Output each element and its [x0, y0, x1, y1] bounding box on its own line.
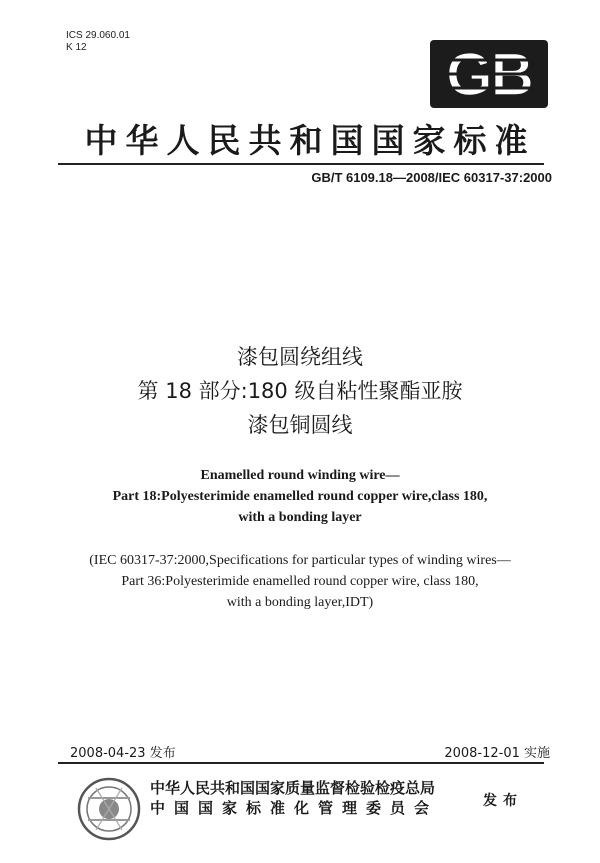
- standard-number: GB/T 6109.18—2008/IEC 60317-37:2000: [311, 170, 552, 185]
- english-title-line-3: with a bonding layer: [238, 510, 362, 525]
- chinese-title-line-2: 第 18 部分:180 级自粘性聚酯亚胺: [137, 379, 463, 403]
- official-seal-icon: [76, 776, 142, 842]
- gb-logo-text: GB: [446, 41, 532, 108]
- equivalence-statement: [0, 550, 600, 613]
- chinese-title: [0, 340, 600, 442]
- publish-label: 发布: [483, 793, 523, 809]
- issuer-line-2: 中国国家标准化管理委员会: [150, 799, 439, 817]
- equivalence-line-3: with a bonding layer,IDT): [226, 595, 374, 610]
- english-title-line-1: Enamelled round winding wire—: [200, 468, 400, 483]
- chinese-title-line-1: 漆包圆绕组线: [237, 345, 363, 369]
- equivalence-line-2: Part 36:Polyesterimide enamelled round copper wire, class 180,: [121, 574, 479, 589]
- national-standard-heading: 中华人民共和国国家标准: [84, 121, 536, 160]
- issuing-authorities: [150, 778, 438, 818]
- gb-logo: [430, 40, 548, 108]
- ics-code: ICS 29.060.01: [66, 30, 130, 41]
- bottom-divider: [58, 762, 544, 764]
- category-code: K 12: [66, 42, 87, 53]
- implementation-date: 2008-12-01 实施: [444, 746, 550, 761]
- top-divider: [58, 163, 544, 165]
- issuer-line-1: 中华人民共和国国家质量监督检验检疫总局: [150, 779, 436, 797]
- equivalence-line-1: (IEC 60317-37:2000,Specifications for particular types of winding wires—: [89, 553, 511, 568]
- english-title-line-2: Part 18:Polyesterimide enamelled round copper wire,class 180,: [112, 489, 488, 504]
- chinese-title-line-3: 漆包铜圆线: [247, 413, 353, 437]
- english-title: [0, 465, 600, 528]
- classification-codes: [66, 30, 130, 54]
- issue-date: 2008-04-23 发布: [70, 746, 176, 761]
